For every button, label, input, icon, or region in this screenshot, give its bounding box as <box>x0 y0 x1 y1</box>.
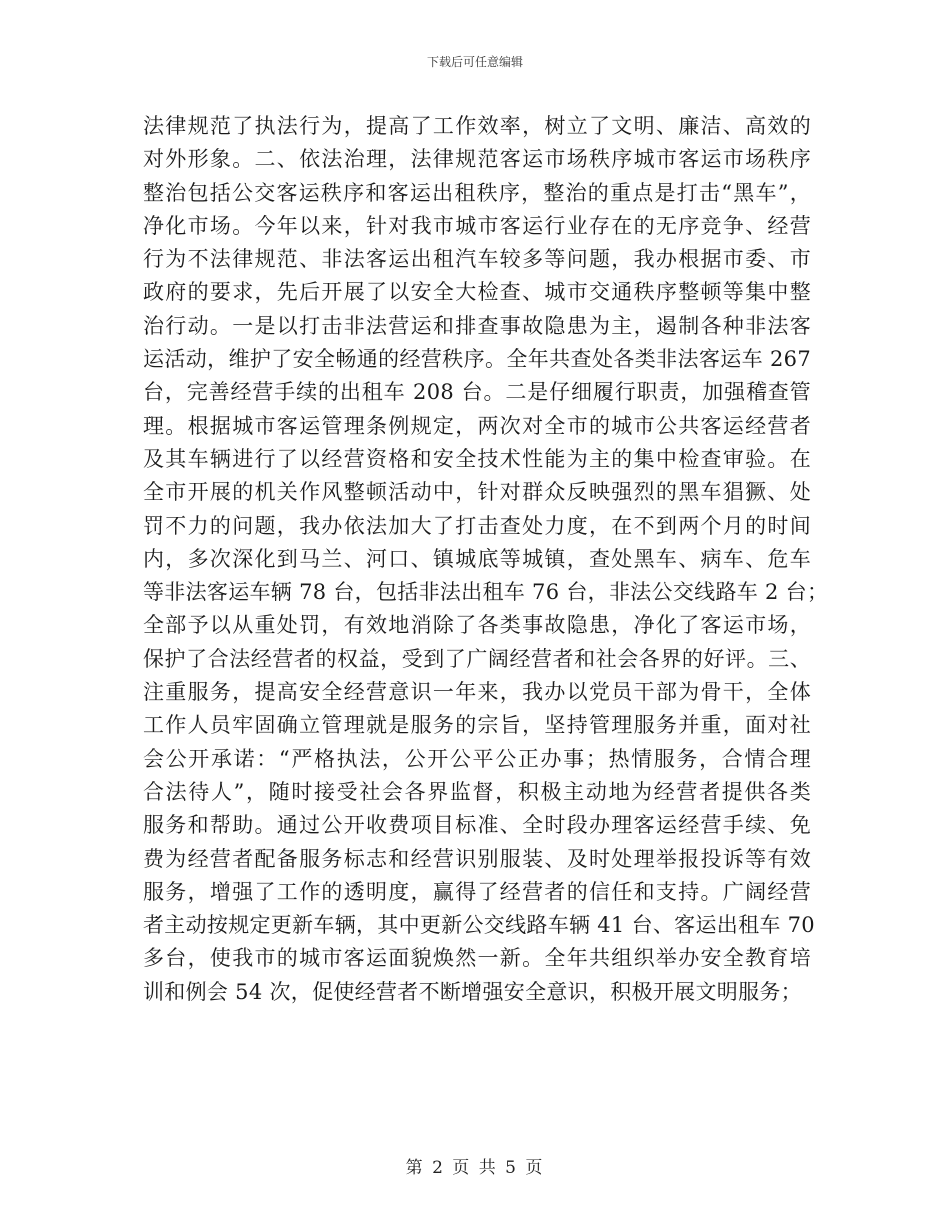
text-line: 台，完善经营手续的出租车 208 台。二是仔细履行职责，加强稽查管 <box>143 380 811 405</box>
text-line: 者主动按规定更新车辆，其中更新公交线路车辆 41 台、客运出租车 70 <box>143 913 815 938</box>
text-line: 多台，使我市的城市客运面貌焕然一新。全年共组织举办安全教育培 <box>143 946 811 971</box>
text-line: 内，多次深化到马兰、河口、镇城底等城镇，查处黑车、病车、危车 <box>143 546 811 571</box>
text-line: 全市开展的机关作风整顿活动中，针对群众反映强烈的黑车猖獗、处 <box>143 480 811 505</box>
text-line: 政府的要求，先后开展了以安全大检查、城市交通秩序整顿等集中整 <box>143 280 811 305</box>
text-line: 整治包括公交客运秩序和客运出租秩序，整治的重点是打击“黑车”， <box>143 180 811 205</box>
text-line: 净化市场。今年以来，针对我市城市客运行业存在的无序竞争、经营 <box>143 213 811 238</box>
text-line: 训和例会 54 次，促使经营者不断增强安全意识，积极开展文明服务； <box>143 979 802 1004</box>
text-line: 会公开承诺：“严格执法，公开公平公正办事；热情服务，合情合理 <box>143 746 811 771</box>
body-text <box>143 110 829 1009</box>
text-line: 工作人员牢固确立管理就是服务的宗旨，坚持管理服务并重，面对社 <box>143 713 811 738</box>
text-line: 等非法客运车辆 78 台，包括非法出租车 76 台，非法公交线路车 2 台； <box>143 580 829 605</box>
text-line: 服务，增强了工作的透明度，赢得了经营者的信任和支持。广阔经营 <box>143 879 811 904</box>
page-header: 下载后可任意编辑 <box>426 55 523 69</box>
text-line: 行为不法律规范、非法客运出租汽车较多等问题，我办根据市委、市 <box>143 247 811 272</box>
text-line: 保护了合法经营者的权益，受到了广阔经营者和社会各界的好评。三、 <box>143 646 811 671</box>
text-line: 理。根据城市客运管理条例规定，两次对全市的城市公共客运经营者 <box>143 413 811 438</box>
text-line: 费为经营者配备服务标志和经营识别服装、及时处理举报投诉等有效 <box>143 846 811 871</box>
page-footer: 第 2 页 共 5 页 <box>405 1158 545 1178</box>
text-line: 合法待人”，随时接受社会各界监督，积极主动地为经营者提供各类 <box>143 779 811 804</box>
text-line: 治行动。一是以打击非法营运和排查事故隐患为主，遏制各种非法客 <box>143 313 811 338</box>
text-line: 罚不力的问题，我办依法加大了打击查处力度，在不到两个月的时间 <box>143 513 811 538</box>
text-line: 全部予以从重处罚，有效地消除了各类事故隐患，净化了客运市场， <box>143 613 811 638</box>
text-line: 法律规范了执法行为，提高了工作效率，树立了文明、廉洁、高效的 <box>143 114 811 138</box>
text-line: 运活动，维护了安全畅通的经营秩序。全年共查处各类非法客运车 267 <box>143 347 811 372</box>
text-line: 注重服务，提高安全经营意识一年来，我办以党员干部为骨干，全体 <box>143 680 811 705</box>
text-line: 对外形象。二、依法治理，法律规范客运市场秩序城市客运市场秩序 <box>143 147 811 172</box>
text-line: 及其车辆进行了以经营资格和安全技术性能为主的集中检查审验。在 <box>143 446 811 471</box>
text-line: 服务和帮助。通过公开收费项目标准、全时段办理客运经营手续、免 <box>143 813 811 838</box>
